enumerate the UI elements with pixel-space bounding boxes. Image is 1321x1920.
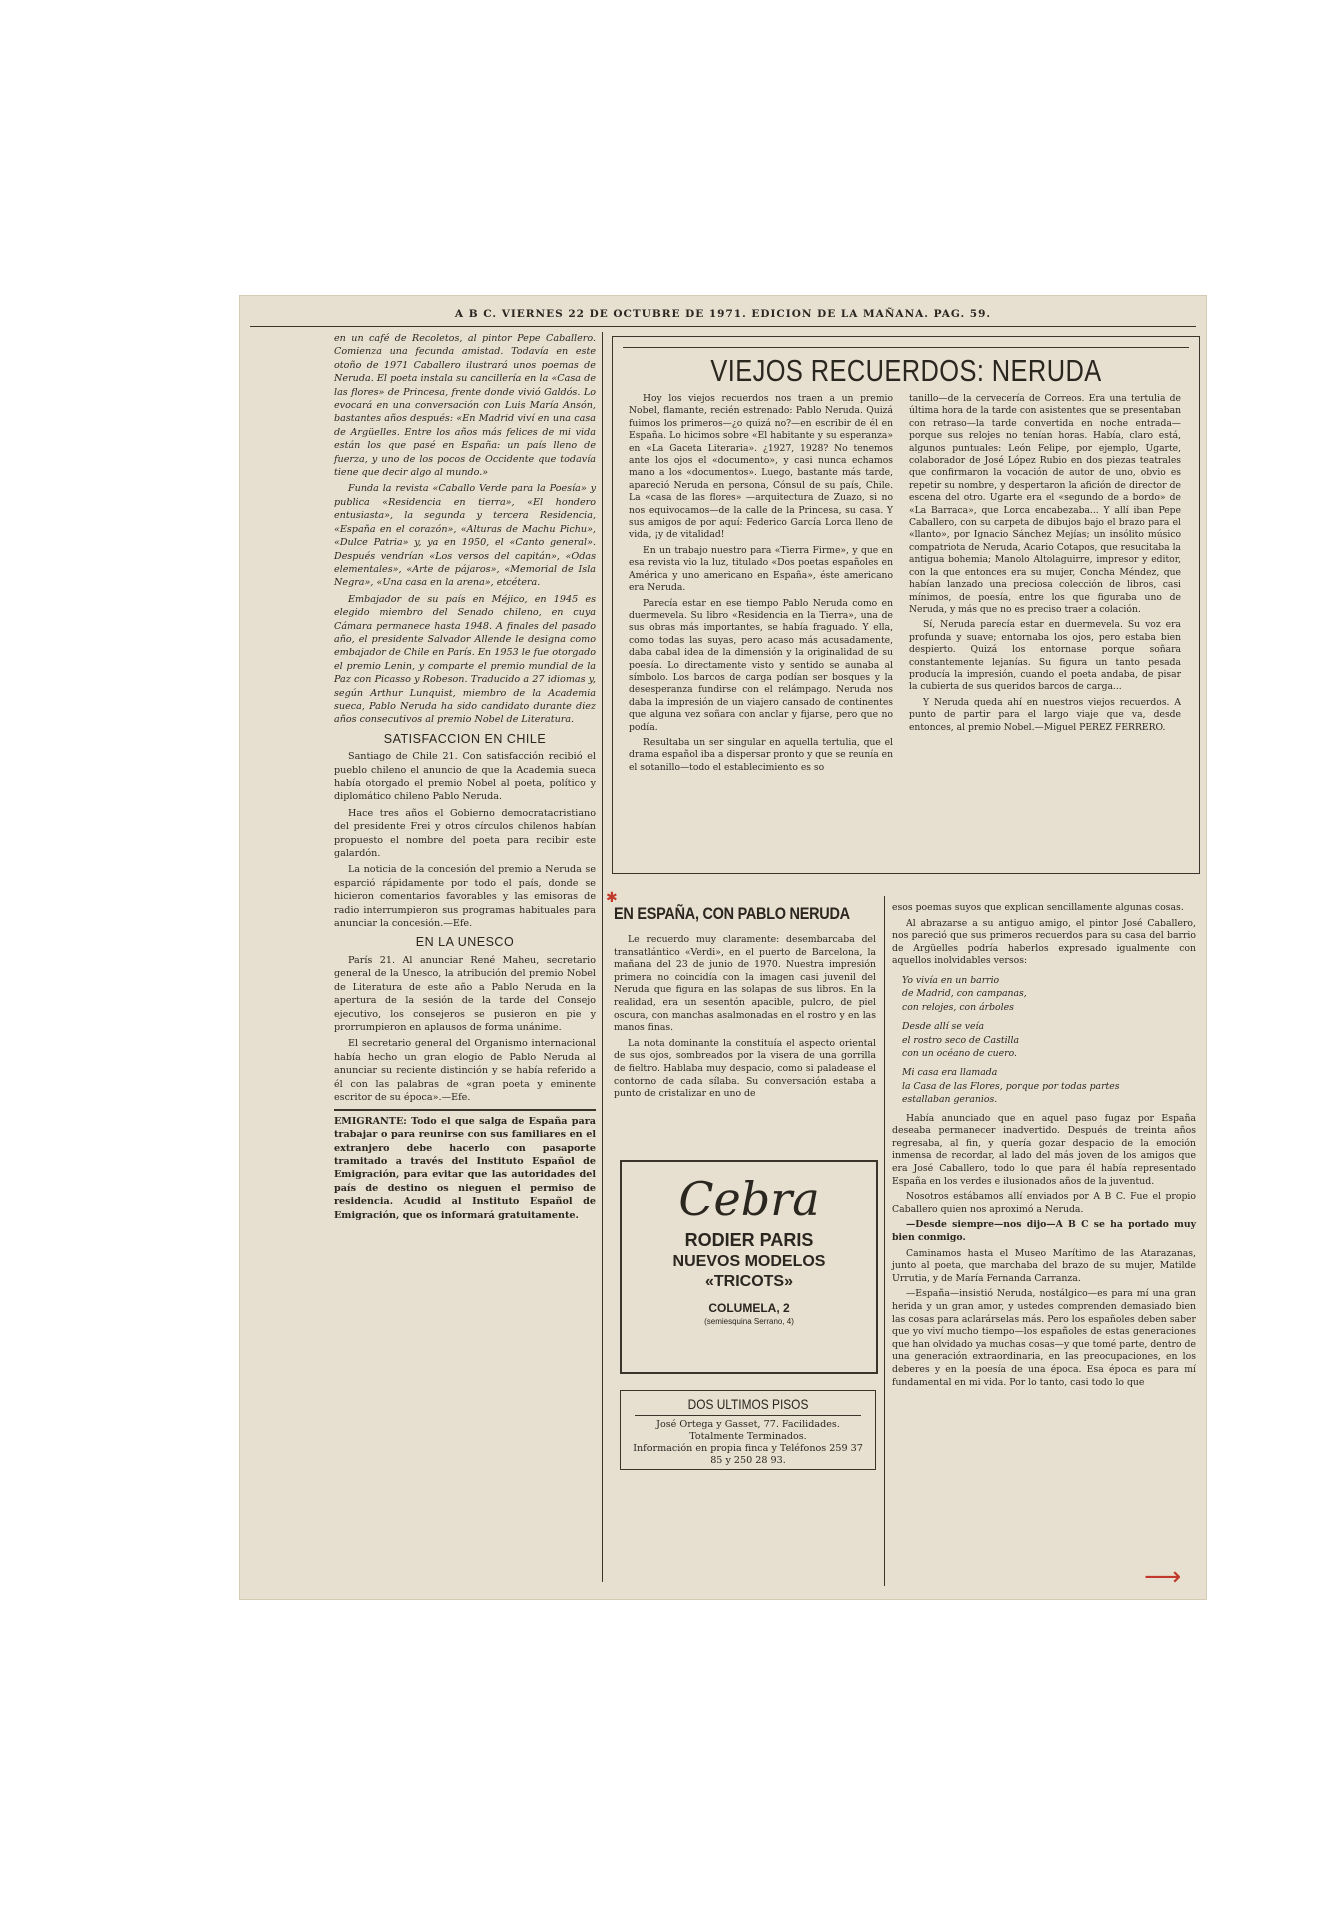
title-top-rule — [623, 347, 1189, 348]
espana-title: EN ESPAÑA, CON PABLO NERUDA — [614, 904, 850, 923]
page-header: A B C. VIERNES 22 DE OCTUBRE DE 1971. EDICION DE LA MAÑANA. PAG. 59. — [454, 308, 992, 320]
poem-line: Mi casa era llamada — [902, 1067, 998, 1079]
espana-paragraph: —España—insistió Neruda, nostálgico—es para mí una gran herida y un gran amor, y ustedes comprenden demasiado bien las cosas para aclarárselas más. Pero los españoles deben saber que yo viví mucho tiempo—los españoles de estas generaciones que han olvidado ya muchas cosas—y que tomé parte, dentro de una generación extraordinaria, en las preocupaciones, en los deberes y en la poesía de una época. Esa época es para mí fundamental en mi vida. Por lo tanto, casi todo lo que — [892, 1288, 1196, 1388]
intro-paragraph: Funda la revista «Caballo Verde para la Poesía» y publica «Residencia en tierra», «El hondero entusiasta», la segunda y tercera Residencia, «España en el corazón», «Alturas de Machu Pichu», «Dulce Patria» y, ya en 1950, el «Canto general». Después vendrían «Los versos del capitán», «Odas elementales», «Arte de pájaros», «Memorial de Isla Negra», «Una casa en la arena», etcétera. — [334, 483, 596, 589]
unesco-paragraph: El secretario general del Organismo internacional había hecho un gran elogio de Pablo Neruda al anunciar su reciente distinción y se había referido a él con las palabras de «gran poeta y eminente escritor de su época».—Efe. — [334, 1038, 596, 1103]
column-divider — [602, 332, 603, 1582]
poem-line: estallaban geranios. — [902, 1094, 998, 1106]
pisos-line: José Ortega y Gasset, 77. Facilidades. — [656, 1419, 840, 1430]
viejos-column-1 — [629, 393, 893, 777]
unesco-heading: EN LA UNESCO — [415, 935, 515, 950]
espana-paragraph: La nota dominante la constituía el aspecto oriental de sus ojos, sombreados por la visera de una gorrilla de fieltro. Hablaba muy despacio, como si paladease el contorno de cada sílaba. Su conversación estaba a punto de cristalizar en uno de — [614, 1037, 876, 1100]
pisos-advertisement — [620, 1390, 876, 1470]
espana-paragraph: esos poemas suyos que explican sencillamente algunas cosas. — [892, 902, 1184, 913]
article-paragraph: Parecía estar en ese tiempo Pablo Neruda como en duermevela. Su libro «Residencia en la Tierra», una de sus obras más importantes, se había fraguado. Y ella, como todas las suyas, pero acaso más acusadamente, daba cabal idea de la dimensión y la originalidad de su poesía. Lo directamente visto y sentido se aunaba al símbolo. Los barcos de carga podían ser bosques y la desesperanza fundirse con el relámpago. Neruda nos daba la impresión de un viajero cansado de continentes que alguna vez soñara con anclar y fijarse, pero que no podía. — [629, 597, 893, 733]
intro-paragraph: Embajador de su país en Méjico, en 1945 es elegido miembro del Senado chileno, en cuya Cámara permanece hasta 1948. A finales del pasado año, el presidente Salvador Allende le designa como embajador de Chile en París. En 1953 le fue otorgado el premio Lenin, y comparte el premio mundial de la Paz con Picasso y Robeson. Traducido a 27 idiomas y, según Arthur Lunquist, miembro de la Academia sueca, Pablo Neruda ha sido candidato durante diez años consecutivos al premio Nobel de Literatura. — [334, 593, 596, 726]
newspaper-page — [240, 296, 1206, 1599]
pisos-body — [627, 1419, 869, 1467]
satisfaccion-paragraph: Santiago de Chile 21. Con satisfacción recibió el pueblo chileno el anuncio de que la Academia sueca había otorgado el premio Nobel al poeta, político y diplomático chileno Pablo Neruda. — [334, 751, 596, 803]
intro-paragraph: en un café de Recoletos, al pintor Pepe Caballero. Comienza una fecunda amistad. Todavía en este otoño de 1971 Caballero ilustrará unos poemas de Neruda. El poeta instala su cancillería en la «Casa de las flores» de Princesa, frente donde vivió Galdós. Lo evocará en una conversación con Luis María Ansón, bastantes años después: «En Madrid viví en una casa de Argüelles. Entre los años más felices de mi vida están los que pasé en España: un país lleno de fuerza, y uno de los pocos de Occidente que todavía tiene que decir algo al mundo.» — [334, 333, 596, 479]
pisos-title: DOS ULTIMOS PISOS — [687, 1396, 809, 1412]
ad-address-note: (semiesquina Serrano, 4) — [704, 1317, 794, 1326]
espana-paragraph: Caminamos hasta el Museo Marítimo de las Atarazanas, junto al poeta, que marchaba del brazo de su mujer, Matilde Urrutia, y de María Fernanda Carranza. — [892, 1247, 1196, 1284]
satisfaccion-paragraph: Hace tres años el Gobierno democratacristiano del presidente Frei y otros círculos chilenos habían propuesto el nombre del poeta para recibir este galardón. — [334, 807, 596, 860]
article-paragraph: tanillo—de la cervecería de Correos. Era una tertulia de última hora de la tarde con asistentes que se presentaban con retraso—la tarde convertida en noche entrada—porque sus relojes no tenían horas. Había, claro está, algunos puntuales: León Felipe, por ejemplo, Ugarte, colaborador de José López Rubio en dos piezas teatrales que confirmaron la vocación de autor de uno, obvio es repetir su nombre, y despertaron la afición de director de escena del otro. Ugarte era el «segundo de a bordo» de «La Barraca», que Lorca encabezaba... Y allí iban Pepe Caballero, con su carpeta de dibujos bajo el brazo para el «llanto», por Ignacio Sánchez Mejías; un insólito músico compatriota de Neruda, Acario Cotapos, que resucitaba la antigua bohemia; Manolo Altolaguirre, impresor y editor, con la que entonces era su mujer, Concha Méndez, que habían lanzado una preciosa colección de libros, casi mínimos, de poesía, entre los que figuraba uno de Neruda, y más que no es preciso traer a colación. — [909, 393, 1181, 615]
espana-paragraph: Le recuerdo muy claramente: desembarcaba del transatlántico «Verdi», en el puerto de Barcelona, la mañana del 23 de junio de 1970. Nuestra impresión primera no coincidía con la imagen casi juvenil del Neruda que figura en las solapas de sus libros. En la realidad, era un sesentón apacible, pulcro, de piel oscura, con manchas asalmonadas en el rostro y en las manos finas. — [614, 934, 876, 1034]
espana-column-2 — [892, 902, 1196, 1392]
satisfaccion-paragraph: La noticia de la concesión del premio a Neruda se esparció rápidamente por todo el país, donde se hicieron comentarios favorables y las emisoras de radio interrumpieron sus programas habituales para anunciar la concesión.—Efe. — [334, 864, 596, 930]
article-paragraph: Y Neruda queda ahí en nuestros viejos recuerdos. A punto de partir para el largo viaje que va, desde entonces, al premio Nobel.—Miguel PEREZ FERRERO. — [909, 696, 1181, 733]
poem-line: Yo vivía en un barrio — [902, 974, 1000, 986]
espana-paragraph: Al abrazarse a su antiguo amigo, el pintor José Caballero, nos pareció que sus primeros recuerdos para su casa del barrio de Argüelles podría haberlos expresado igualmente con aquellos inolvidables versos: — [892, 917, 1196, 967]
column-divider — [884, 896, 885, 1586]
left-column — [334, 332, 596, 1225]
poem-line: el rostro seco de Castilla — [902, 1034, 1020, 1046]
espana-paragraph: Nosotros estábamos allí enviados por A B C. Fue el propio Caballero quien nos aproximó a Neruda. — [892, 1191, 1196, 1215]
viejos-recuerdos-article — [612, 336, 1200, 874]
ad-address: COLUMELA, 2 — [708, 1301, 790, 1315]
article-paragraph: Hoy los viejos recuerdos nos traen a un premio Nobel, flamante, recién estrenado: Pablo Neruda. Quizá fuimos los primeros—¿o quizá no?—en escribir de él en España. Lo hicimos sobre «El habitante y su esperanza» en «La Gaceta Literaria». ¿1927, 1928? No tenemos ante los ojos el «documento», y casi nunca echamos mano a los «documentos». Luego, bastante más tarde, apareció Neruda en persona, Cónsul de su país, Chile. La «casa de las flores» —arquitectura de Zuazo, si no nos equivocamos—de la calle de la Princesa, su casa. Y sus amigos de por aquí: Federico García Lorca lleno de vida, ¡y de vitalidad! — [629, 393, 893, 541]
poem-line: de Madrid, con campanas, — [902, 988, 1027, 1000]
pisos-line: Totalmente Terminados. — [689, 1431, 807, 1442]
continue-arrow-icon: ⟶ — [1144, 1562, 1182, 1592]
poem-stanza — [902, 974, 1196, 1014]
cebra-logo: Cebra — [678, 1172, 820, 1226]
ad-line: RODIER PARIS — [684, 1230, 814, 1250]
cebra-advertisement — [620, 1160, 878, 1374]
poem-stanza — [902, 1020, 1196, 1060]
espana-column-1 — [614, 934, 876, 1104]
emigrante-label: EMIGRANTE: — [334, 1115, 407, 1127]
poem-stanza — [902, 1066, 1196, 1106]
emigrante-text: Todo el que salga de España para trabajar o para reunirse con sus familiares en el extranjero debe hacerlo con pasaporte tramitado a través del Instituto Español de Emigración, para evitar que las autoridades del país de destino os nieguen el permiso de residencia. Acudid al Instituto Español de Emigración, que os informará gratuitamente. — [334, 1115, 596, 1221]
ad-line: «TRICOTS» — [704, 1273, 793, 1290]
pisos-line: Información en propia finca y Teléfonos 259 37 85 y 250 28 93. — [633, 1443, 863, 1466]
article-paragraph: Resultaba un ser singular en aquella tertulia, que el drama español iba a dispersar pronto y que se reunía en el sotanillo—todo el establecimiento es so — [629, 736, 893, 773]
viejos-column-2 — [909, 393, 1181, 737]
article-paragraph: En un trabajo nuestro para «Tierra Firme», y que en esa revista vio la luz, titulado «Dos poetas españoles en América y uno americano en España», éste americano era Neruda. — [629, 544, 893, 594]
satisfaccion-heading: SATISFACCION EN CHILE — [383, 731, 547, 746]
poem-line: con relojes, con árboles — [902, 1001, 1014, 1013]
cebra-ad-content — [622, 1174, 876, 1326]
espana-paragraph: Había anunciado que en aquel paso fugaz por España deseaba permanecer inadvertido. Después de treinta años regresaba, al fin, y quería gozar despacio de la emoción inmensa de recordar, al lado del más joven de los amigos que era José Caballero, todo lo que para él había representado España en los verdes e ilusionados años de la juventud. — [892, 1112, 1196, 1187]
unesco-paragraph: París 21. Al anunciar René Maheu, secretario general de la Unesco, la atribución del premio Nobel de Literatura de este año a Pablo Neruda en la apertura de la sesión de la tarde del Consejo ejecutivo, los consejeros se pusieron en pie y prorrumpieron en aplausos de forma unánime. — [334, 954, 596, 1033]
poem-line: Desde allí se veía — [902, 1021, 985, 1033]
poem-line: con un océano de cuero. — [902, 1048, 1018, 1059]
emigrante-notice — [334, 1115, 596, 1222]
espana-paragraph: —Desde siempre—nos dijo—A B C se ha portado muy bien conmigo. — [892, 1219, 1196, 1243]
asterisk-mark: ✱ — [606, 890, 618, 906]
pisos-rule — [635, 1415, 861, 1416]
poem-line: la Casa de las Flores, porque por todas partes — [902, 1080, 1120, 1092]
ad-line: NUEVOS MODELOS — [672, 1253, 826, 1270]
header-rule — [250, 326, 1196, 327]
article-paragraph: Sí, Neruda parecía estar en duermevela. Su voz era profunda y suave; entornaba los ojos, pero estaba bien despierto. Quizá los entornase porque soñara constantemente lejanías. Su figura un tanto pesada producía la impresión, cuando el poeta andaba, de pisar la cubierta de sus queridos barcos de carga... — [909, 619, 1181, 693]
emigrante-rule — [334, 1109, 596, 1110]
article-title: VIEJOS RECUERDOS: NERUDA — [710, 353, 1102, 388]
